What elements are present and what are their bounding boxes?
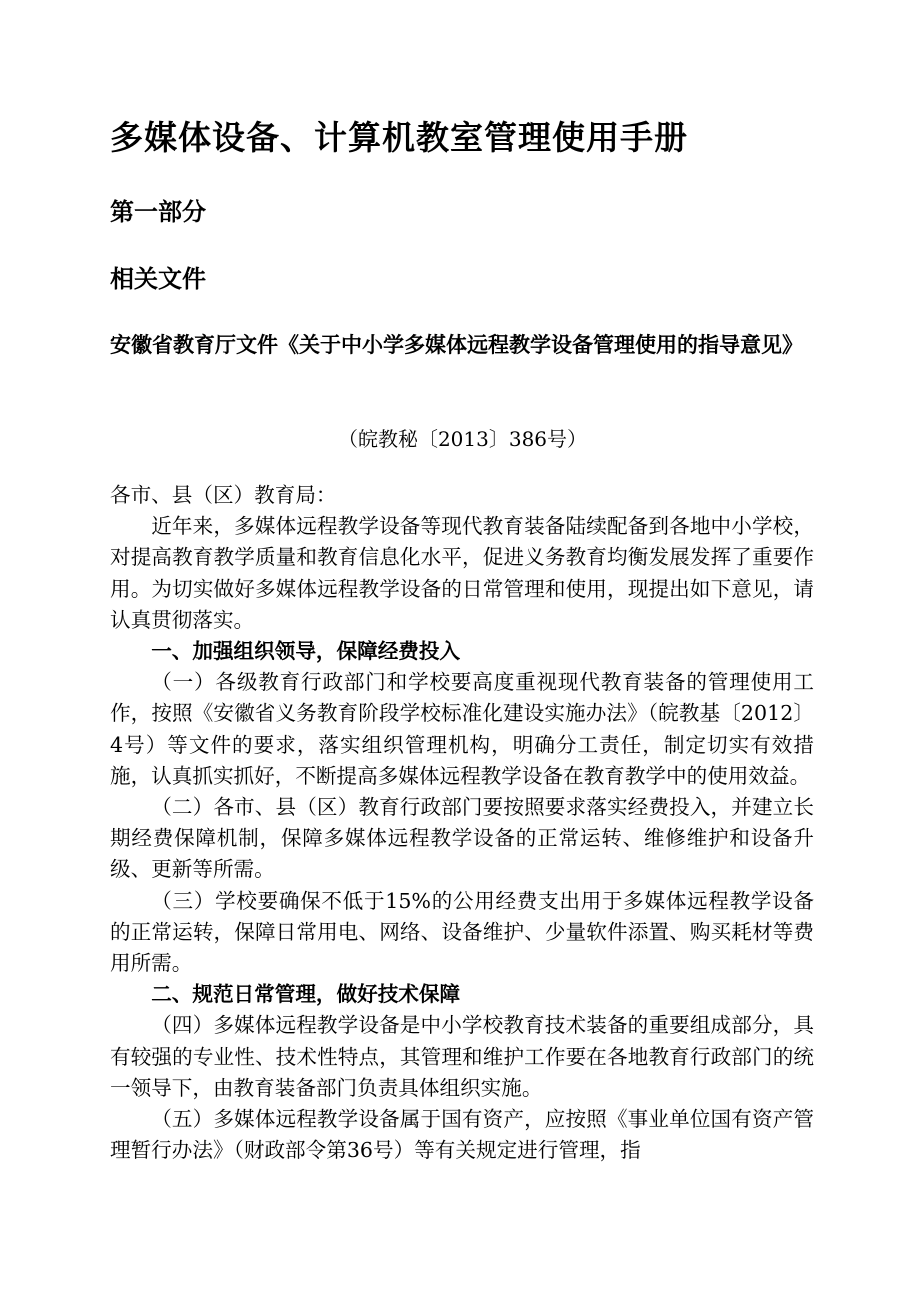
section-heading-1: 一、加强组织领导，保障经费投入 xyxy=(151,639,461,664)
section-heading-2: 二、规范日常管理，做好技术保障 xyxy=(151,982,461,1007)
paragraph-item-1: （一）各级教育行政部门和学校要高度重视现代教育装备的管理使用工作，按照《安徽省义务教育阶段学校标准化建设实施办法》（皖教基〔2012〕4号）等文件的要求，落实组织管理机构，明确分工责任，制定切实有效措施，认真抓实抓好，不断提高多媒体远程教学设备在教育教学中的使用效益。 xyxy=(110,670,814,788)
paragraph-item-2: （二）各市、县（区）教育行政部门要按照要求落实经费投入，并建立长期经费保障机制，保障多媒体远程教学设备的正常运转、维修维护和设备升级、更新等所需。 xyxy=(110,795,814,882)
document-title: 多媒体设备、计算机教室管理使用手册 xyxy=(110,118,688,157)
paragraph-item-4: （四）多媒体远程教学设备是中小学校教育技术装备的重要组成部分，具有较强的专业性、技术性特点，其管理和维护工作要在各地教育行政部门的统一领导下，由教育装备部门负责具体组织实施。 xyxy=(110,1013,814,1100)
document-number: （皖教秘〔2013〕386号） xyxy=(337,427,588,451)
part-heading: 第一部分 xyxy=(110,198,206,226)
paragraph-item-5: （五）多媒体远程教学设备属于国有资产，应按照《事业单位国有资产管理暂行办法》（财政部令第36号）等有关规定进行管理，指 xyxy=(110,1107,814,1163)
paragraph-item-3: （三）学校要确保不低于15%的公用经费支出用于多媒体远程教学设备的正常运转，保障日常用电、网络、设备维护、少量软件添置、购买耗材等费用所需。 xyxy=(110,888,814,976)
salutation: 各市、县（区）教育局： xyxy=(110,483,337,507)
file-title: 安徽省教育厅文件《关于中小学多媒体远程教学设备管理使用的指导意见》 xyxy=(110,333,803,357)
document-body xyxy=(110,480,814,1166)
section-heading: 相关文件 xyxy=(110,265,206,293)
intro-paragraph: 近年来，多媒体远程教学设备等现代教育装备陆续配备到各地中小学校，对提高教育教学质量和教育信息化水平，促进义务教育均衡发展发挥了重要作用。为切实做好多媒体远程教学设备的日常管理和使用，现提出如下意见，请认真贯彻落实。 xyxy=(110,514,814,632)
